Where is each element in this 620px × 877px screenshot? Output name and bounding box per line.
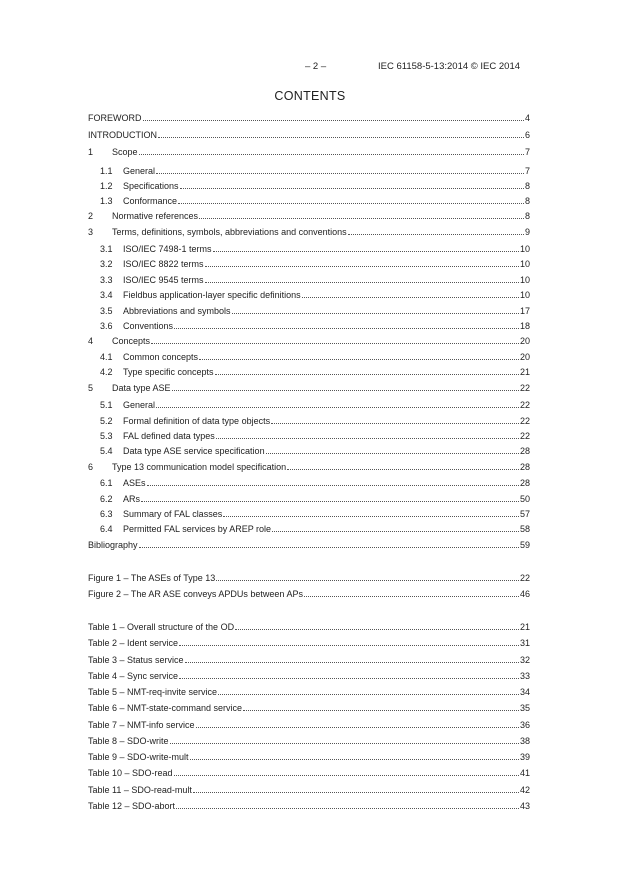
dot-leader	[266, 453, 519, 454]
toc-entry[interactable]	[100, 366, 530, 378]
dot-leader	[143, 120, 524, 121]
entry-label: Common concepts	[123, 352, 199, 362]
entry-label: Abbreviations and symbols	[123, 306, 231, 316]
entry-number: 3.3	[100, 275, 113, 285]
entry-label: ASEs	[123, 478, 146, 488]
toc-entry[interactable]	[100, 351, 530, 363]
entry-label: Scope	[112, 147, 138, 157]
dot-leader	[271, 423, 519, 424]
table-entry[interactable]	[88, 784, 530, 796]
dot-leader	[199, 359, 519, 360]
toc-entry[interactable]	[100, 195, 530, 207]
entry-page: 10	[519, 275, 530, 285]
entry-label: ISO/IEC 8822 terms	[123, 259, 204, 269]
dot-leader	[158, 137, 524, 138]
entry-number: 3.2	[100, 259, 113, 269]
entry-label: Figure 1 – The ASEs of Type 13	[88, 573, 216, 583]
entry-label: Table 1 – Overall structure of the OD	[88, 622, 235, 632]
entry-label: Table 2 – Ident service	[88, 638, 179, 648]
entry-number: 3.4	[100, 290, 113, 300]
entry-number: 4.2	[100, 367, 113, 377]
dot-leader	[180, 188, 524, 189]
toc-entry[interactable]	[88, 112, 530, 124]
dot-leader	[218, 694, 519, 695]
entry-page: 22	[519, 383, 530, 393]
dot-leader	[272, 531, 519, 532]
entry-page: 28	[519, 462, 530, 472]
dot-leader	[179, 645, 519, 646]
dot-leader	[205, 266, 519, 267]
dot-leader	[193, 792, 519, 793]
entry-number: 5	[88, 383, 94, 393]
entry-label: Table 12 – SDO-abort	[88, 801, 176, 811]
table-entry[interactable]	[88, 621, 530, 633]
entry-page: 7	[524, 147, 530, 157]
dot-leader	[141, 501, 519, 502]
entry-label: Data type ASE service specification	[123, 446, 265, 456]
dot-leader	[174, 328, 519, 329]
entry-page: 31	[519, 638, 530, 648]
toc-entry[interactable]	[100, 180, 530, 192]
entry-number: 6.4	[100, 524, 113, 534]
table-entry[interactable]	[88, 637, 530, 649]
toc-entry[interactable]	[100, 165, 530, 177]
entry-number: 1.2	[100, 181, 113, 191]
entry-page: 28	[519, 478, 530, 488]
dot-leader	[232, 313, 519, 314]
entry-label: Fieldbus application-layer specific definitions	[123, 290, 301, 300]
entry-page: 32	[519, 655, 530, 665]
contents-title: CONTENTS	[274, 89, 346, 103]
entry-number: 6	[88, 462, 94, 472]
toc-entry[interactable]	[100, 305, 530, 317]
dot-leader	[199, 218, 524, 219]
toc-entry[interactable]	[88, 226, 530, 238]
toc-entry[interactable]	[88, 539, 530, 551]
entry-page: 10	[519, 290, 530, 300]
toc-entry[interactable]	[88, 129, 530, 141]
dot-leader	[185, 662, 519, 663]
dot-leader	[176, 808, 519, 809]
entry-page: 22	[519, 400, 530, 410]
entry-label: Terms, definitions, symbols, abbreviations and conventions	[112, 227, 347, 237]
entry-label: General	[123, 166, 156, 176]
entry-page: 58	[519, 524, 530, 534]
dot-leader	[213, 251, 519, 252]
page-number: – 2 –	[305, 61, 327, 72]
entry-page: 22	[519, 431, 530, 441]
entry-label: ARs	[123, 494, 141, 504]
dot-leader	[139, 547, 519, 548]
entry-label: Table 5 – NMT-req-invite service	[88, 687, 218, 697]
entry-label: Table 4 – Sync service	[88, 671, 179, 681]
dot-leader	[156, 173, 524, 174]
entry-label: Table 3 – Status service	[88, 655, 184, 665]
document-reference: IEC 61158-5-13:2014 © IEC 2014	[378, 61, 521, 72]
table-entry[interactable]	[88, 719, 530, 731]
entry-label: INTRODUCTION	[88, 130, 157, 140]
dot-leader	[243, 710, 519, 711]
entry-number: 6.3	[100, 509, 113, 519]
entry-label: Table 10 – SDO-read	[88, 768, 173, 778]
dot-leader	[205, 282, 519, 283]
entry-page: 20	[519, 352, 530, 362]
dot-leader	[147, 485, 519, 486]
entry-number: 5.3	[100, 431, 113, 441]
dot-leader	[172, 390, 519, 391]
entry-label: Bibliography	[88, 540, 138, 550]
entry-page: 8	[524, 211, 530, 221]
entry-label: Formal definition of data type objects	[123, 416, 271, 426]
entry-label: Table 11 – SDO-read-mult	[88, 785, 192, 795]
table-entry[interactable]	[88, 767, 530, 779]
entry-page: 34	[519, 687, 530, 697]
dot-leader	[156, 407, 519, 408]
entry-label: Normative references	[112, 211, 199, 221]
entry-page: 28	[519, 446, 530, 456]
entry-page: 9	[524, 227, 530, 237]
toc-entry[interactable]	[100, 274, 530, 286]
toc-entry[interactable]	[100, 289, 530, 301]
entry-page: 41	[519, 768, 530, 778]
dot-leader	[174, 775, 519, 776]
entry-page: 6	[524, 130, 530, 140]
entry-number: 5.4	[100, 446, 113, 456]
entry-label: Table 9 – SDO-write-mult	[88, 752, 189, 762]
entry-page: 10	[519, 244, 530, 254]
entry-page: 42	[519, 785, 530, 795]
entry-page: 50	[519, 494, 530, 504]
entry-number: 5.1	[100, 400, 113, 410]
dot-leader	[302, 297, 519, 298]
entry-page: 35	[519, 703, 530, 713]
entry-number: 6.2	[100, 494, 113, 504]
toc-entry[interactable]	[88, 382, 530, 394]
entry-number: 1	[88, 147, 94, 157]
entry-number: 6.1	[100, 478, 113, 488]
entry-page: 46	[519, 589, 530, 599]
entry-page: 10	[519, 259, 530, 269]
toc-entry[interactable]	[88, 210, 530, 222]
table-entry[interactable]	[88, 686, 530, 698]
entry-number: 5.2	[100, 416, 113, 426]
entry-label: Concepts	[112, 336, 151, 346]
entry-page: 21	[519, 622, 530, 632]
entry-number: 3.1	[100, 244, 113, 254]
entry-label: Data type ASE	[112, 383, 171, 393]
table-entry[interactable]	[88, 702, 530, 714]
toc-entry[interactable]	[100, 430, 530, 442]
entry-label: Conformance	[123, 196, 178, 206]
entry-number: 1.3	[100, 196, 113, 206]
entry-label: General	[123, 400, 156, 410]
table-entry[interactable]	[88, 800, 530, 812]
entry-page: 8	[524, 196, 530, 206]
entry-label: FOREWORD	[88, 113, 142, 123]
entry-label: Summary of FAL classes	[123, 509, 223, 519]
entry-label: ISO/IEC 7498-1 terms	[123, 244, 212, 254]
dot-leader	[216, 438, 519, 439]
entry-page: 21	[519, 367, 530, 377]
dot-leader	[216, 580, 519, 581]
entry-label: Specifications	[123, 181, 179, 191]
toc-entry[interactable]	[100, 523, 530, 535]
entry-page: 22	[519, 416, 530, 426]
toc-entry[interactable]	[100, 493, 530, 505]
entry-page: 39	[519, 752, 530, 762]
dot-leader	[196, 727, 519, 728]
entry-page: 20	[519, 336, 530, 346]
dot-leader	[179, 678, 519, 679]
entry-number: 1.1	[100, 166, 113, 176]
entry-label: ISO/IEC 9545 terms	[123, 275, 204, 285]
table-entry[interactable]	[88, 751, 530, 763]
entry-page: 22	[519, 573, 530, 583]
dot-leader	[235, 629, 519, 630]
toc-entry[interactable]	[100, 477, 530, 489]
figure-entry[interactable]	[88, 572, 530, 584]
entry-page: 36	[519, 720, 530, 730]
table-entry[interactable]	[88, 670, 530, 682]
entry-number: 3.6	[100, 321, 113, 331]
toc-entry[interactable]	[88, 146, 530, 158]
entry-number: 2	[88, 211, 94, 221]
entry-label: Type specific concepts	[123, 367, 214, 377]
toc-entry[interactable]	[100, 243, 530, 255]
dot-leader	[287, 469, 519, 470]
toc-entry[interactable]	[100, 399, 530, 411]
dot-leader	[190, 759, 519, 760]
entry-label: Figure 2 – The AR ASE conveys APDUs between APs	[88, 589, 303, 599]
dot-leader	[304, 596, 519, 597]
entry-page: 33	[519, 671, 530, 681]
entry-number: 3.5	[100, 306, 113, 316]
toc-entry[interactable]	[100, 445, 530, 457]
toc-entry[interactable]	[100, 415, 530, 427]
dot-leader	[348, 234, 524, 235]
entry-number: 4.1	[100, 352, 113, 362]
entry-label: Type 13 communication model specification	[112, 462, 287, 472]
entry-label: Conventions	[123, 321, 174, 331]
toc-entry[interactable]	[100, 258, 530, 270]
toc-entry[interactable]	[88, 461, 530, 473]
dot-leader	[170, 743, 519, 744]
dot-leader	[223, 516, 519, 517]
entry-number: 4	[88, 336, 94, 346]
dot-leader	[151, 343, 519, 344]
entry-page: 43	[519, 801, 530, 811]
table-entry[interactable]	[88, 654, 530, 666]
entry-label: Table 7 – NMT-info service	[88, 720, 195, 730]
entry-page: 4	[524, 113, 530, 123]
toc-entry[interactable]	[100, 508, 530, 520]
entry-page: 8	[524, 181, 530, 191]
entry-page: 18	[519, 321, 530, 331]
entry-page: 57	[519, 509, 530, 519]
entry-label: Table 8 – SDO-write	[88, 736, 169, 746]
toc-entry[interactable]	[100, 320, 530, 332]
table-entry[interactable]	[88, 735, 530, 747]
entry-page: 59	[519, 540, 530, 550]
dot-leader	[178, 203, 524, 204]
entry-page: 17	[519, 306, 530, 316]
entry-label: FAL defined data types	[123, 431, 215, 441]
dot-leader	[215, 374, 519, 375]
entry-page: 38	[519, 736, 530, 746]
entry-page: 7	[524, 166, 530, 176]
entry-label: Permitted FAL services by AREP role	[123, 524, 272, 534]
entry-label: Table 6 – NMT-state-command service	[88, 703, 243, 713]
entry-number: 3	[88, 227, 94, 237]
toc-entry[interactable]	[88, 335, 530, 347]
dot-leader	[139, 154, 524, 155]
figure-entry[interactable]	[88, 588, 530, 600]
